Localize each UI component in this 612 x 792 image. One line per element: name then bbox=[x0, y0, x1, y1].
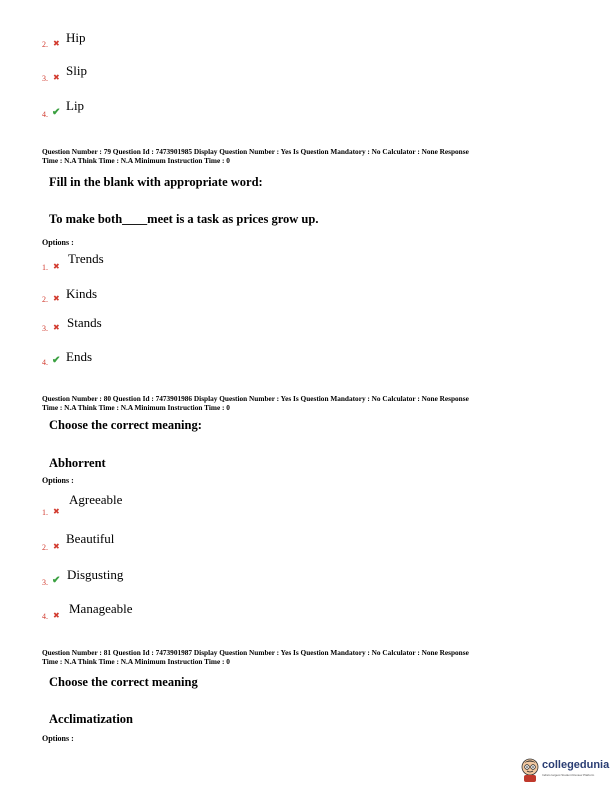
option-text: Kinds bbox=[66, 286, 98, 301]
question-stem: Acclimatization bbox=[49, 712, 134, 726]
options-label: Options : bbox=[42, 734, 74, 743]
question-meta bbox=[42, 648, 572, 666]
option-number: 3. bbox=[42, 74, 48, 83]
option-text: Stands bbox=[67, 315, 102, 330]
question-instruction: Choose the correct meaning bbox=[49, 675, 198, 689]
cross-icon: ✖ bbox=[53, 262, 60, 271]
options-label: Options : bbox=[42, 476, 74, 485]
meta-line: Question Number : 80 Question Id : 7473901986 Display Question Number : Yes Is Question Mandatory : No Calculator : None Response bbox=[42, 394, 469, 403]
meta-line: Time : N.A Think Time : N.A Minimum Instruction Time : 0 bbox=[42, 657, 230, 666]
option-text: Hip bbox=[66, 30, 86, 45]
option-text: Lip bbox=[66, 98, 85, 113]
meta-line: Time : N.A Think Time : N.A Minimum Instruction Time : 0 bbox=[42, 156, 230, 165]
option-number: 4. bbox=[42, 358, 48, 367]
cross-icon: ✖ bbox=[53, 39, 60, 48]
cross-icon: ✖ bbox=[53, 611, 60, 620]
option-number: 3. bbox=[42, 324, 48, 333]
option-text: Manageable bbox=[69, 601, 133, 616]
option-text: Ends bbox=[66, 349, 92, 364]
option-text: Trends bbox=[68, 251, 104, 266]
option-number: 1. bbox=[42, 263, 48, 272]
mascot-icon bbox=[520, 758, 540, 782]
question-stem: Abhorrent bbox=[49, 456, 106, 470]
question-stem: To make both____meet is a task as prices grow up. bbox=[49, 212, 319, 226]
option-text: Beautiful bbox=[66, 531, 115, 546]
collegedunia-logo bbox=[520, 756, 612, 786]
option-number: 2. bbox=[42, 543, 48, 552]
option-text: Disgusting bbox=[67, 567, 124, 582]
option-number: 3. bbox=[42, 578, 48, 587]
cross-icon: ✖ bbox=[53, 73, 60, 82]
cross-icon: ✖ bbox=[53, 542, 60, 551]
cross-icon: ✖ bbox=[53, 323, 60, 332]
option-number: 4. bbox=[42, 110, 48, 119]
option-number: 4. bbox=[42, 612, 48, 621]
option-number: 1. bbox=[42, 508, 48, 517]
meta-line: Question Number : 81 Question Id : 7473901987 Display Question Number : Yes Is Question Mandatory : No Calculator : None Response bbox=[42, 648, 469, 657]
question-instruction: Choose the correct meaning: bbox=[49, 418, 202, 432]
option-number: 2. bbox=[42, 40, 48, 49]
logo-tagline: India's largest Student Review Platform bbox=[542, 773, 595, 777]
cross-icon: ✖ bbox=[53, 294, 60, 303]
question-meta bbox=[42, 394, 572, 412]
option-text: Slip bbox=[66, 63, 87, 78]
check-icon: ✔ bbox=[52, 355, 61, 366]
option-number: 2. bbox=[42, 295, 48, 304]
check-icon: ✔ bbox=[52, 575, 61, 586]
options-label: Options : bbox=[42, 238, 74, 247]
check-icon: ✔ bbox=[52, 107, 61, 118]
option-text: Agreeable bbox=[69, 492, 123, 507]
meta-line: Time : N.A Think Time : N.A Minimum Instruction Time : 0 bbox=[42, 403, 230, 412]
logo-name: collegedunia bbox=[542, 759, 610, 771]
cross-icon: ✖ bbox=[53, 507, 60, 516]
question-instruction: Fill in the blank with appropriate word: bbox=[49, 175, 263, 189]
question-meta bbox=[42, 147, 572, 165]
meta-line: Question Number : 79 Question Id : 7473901985 Display Question Number : Yes Is Question Mandatory : No Calculator : None Response bbox=[42, 147, 469, 156]
